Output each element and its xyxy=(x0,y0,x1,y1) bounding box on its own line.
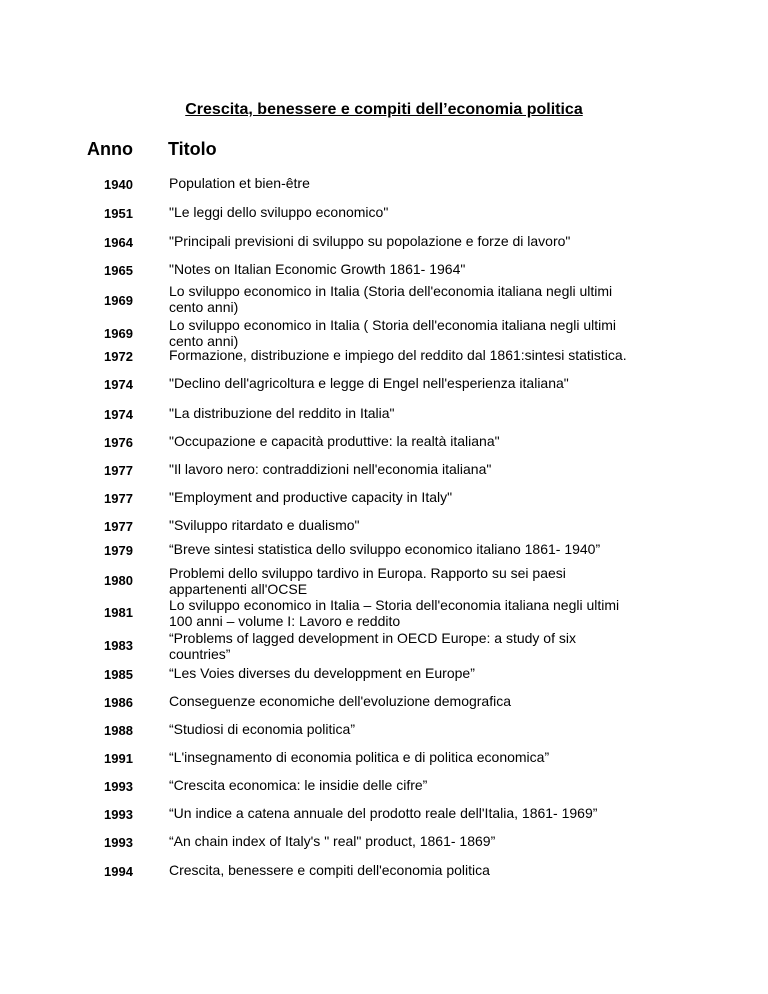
publication-title: Formazione, distribuzione e impiego del reddito dal 1861:sintesi statistica. xyxy=(169,347,627,363)
publication-title: “Les Voies diverses du developpment en Europe” xyxy=(169,665,475,681)
publication-year: 1994 xyxy=(104,864,133,879)
publication-year: 1974 xyxy=(104,377,133,392)
publication-year: 1969 xyxy=(104,326,133,341)
publication-year: 1993 xyxy=(104,779,133,794)
publication-title: "Declino dell'agricoltura e legge di Engel nell'esperienza italiana" xyxy=(169,375,569,391)
publication-title: Conseguenze economiche dell'evoluzione demografica xyxy=(169,693,512,709)
publication-title: “Problems of lagged development in OECD Europe: a study of six countries” xyxy=(169,630,576,662)
publication-year: 1976 xyxy=(104,435,133,450)
publication-year: 1986 xyxy=(104,695,133,710)
publication-year: 1991 xyxy=(104,751,133,766)
publication-year: 1972 xyxy=(104,349,133,364)
publication-title: “Breve sintesi statistica dello sviluppo economico italiano 1861- 1940” xyxy=(169,541,601,557)
publication-year: 1951 xyxy=(104,206,133,221)
publication-year: 1983 xyxy=(104,638,133,653)
document-title: Crescita, benessere e compiti dell’economia politica xyxy=(185,101,583,118)
publication-title: Lo sviluppo economico in Italia (Storia dell'economia italiana negli ultimi cento anni) xyxy=(169,283,613,315)
publication-year: 1993 xyxy=(104,835,133,850)
publication-year: 1965 xyxy=(104,263,133,278)
publication-year: 1977 xyxy=(104,519,133,534)
publication-title: Lo sviluppo economico in Italia ( Storia dell'economia italiana negli ultimi cento anni) xyxy=(169,317,617,349)
publication-title: “Un indice a catena annuale del prodotto reale dell'Italia, 1861- 1969” xyxy=(169,805,598,821)
publication-title: Population et bien-être xyxy=(169,175,310,191)
publication-year: 1969 xyxy=(104,293,133,308)
publication-year: 1977 xyxy=(104,491,133,506)
publication-title: Crescita, benessere e compiti dell'economia politica xyxy=(169,862,490,878)
publication-year: 1981 xyxy=(104,605,133,620)
publication-title: "Sviluppo ritardato e dualismo" xyxy=(169,517,360,533)
publication-year: 1940 xyxy=(104,177,133,192)
column-header-titolo: Titolo xyxy=(168,139,217,159)
publication-year: 1988 xyxy=(104,723,133,738)
publication-year: 1974 xyxy=(104,407,133,422)
publication-year: 1964 xyxy=(104,235,133,250)
publication-year: 1985 xyxy=(104,667,133,682)
column-header-anno: Anno xyxy=(87,139,133,159)
publication-title: "Occupazione e capacità produttive: la realtà italiana" xyxy=(169,433,500,449)
publication-title: "Notes on Italian Economic Growth 1861- 1964" xyxy=(169,261,466,277)
publication-year: 1993 xyxy=(104,807,133,822)
publication-title: "Il lavoro nero: contraddizioni nell'economia italiana" xyxy=(169,461,492,477)
publication-title: "Le leggi dello sviluppo economico" xyxy=(169,204,389,220)
publication-title: “An chain index of Italy's " real" product, 1861- 1869” xyxy=(169,833,496,849)
publication-year: 1980 xyxy=(104,573,133,588)
publication-title: "Principali previsioni di sviluppo su popolazione e forze di lavoro" xyxy=(169,233,571,249)
publication-title: “Studiosi di economia politica” xyxy=(169,721,355,737)
publication-title: Lo sviluppo economico in Italia – Storia dell'economia italiana negli ultimi 100 anni – volume I: Lavoro e reddito xyxy=(169,597,620,629)
publication-title: "Employment and productive capacity in Italy" xyxy=(169,489,453,505)
publication-title: “L'insegnamento di economia politica e di politica economica” xyxy=(169,749,550,765)
publication-title: "La distribuzione del reddito in Italia" xyxy=(169,405,395,421)
publication-title: “Crescita economica: le insidie delle cifre” xyxy=(169,777,428,793)
publication-year: 1979 xyxy=(104,543,133,558)
publication-title: Problemi dello sviluppo tardivo in Europa. Rapporto su sei paesi appartenenti all'OCSE xyxy=(169,565,566,597)
publication-year: 1977 xyxy=(104,463,133,478)
